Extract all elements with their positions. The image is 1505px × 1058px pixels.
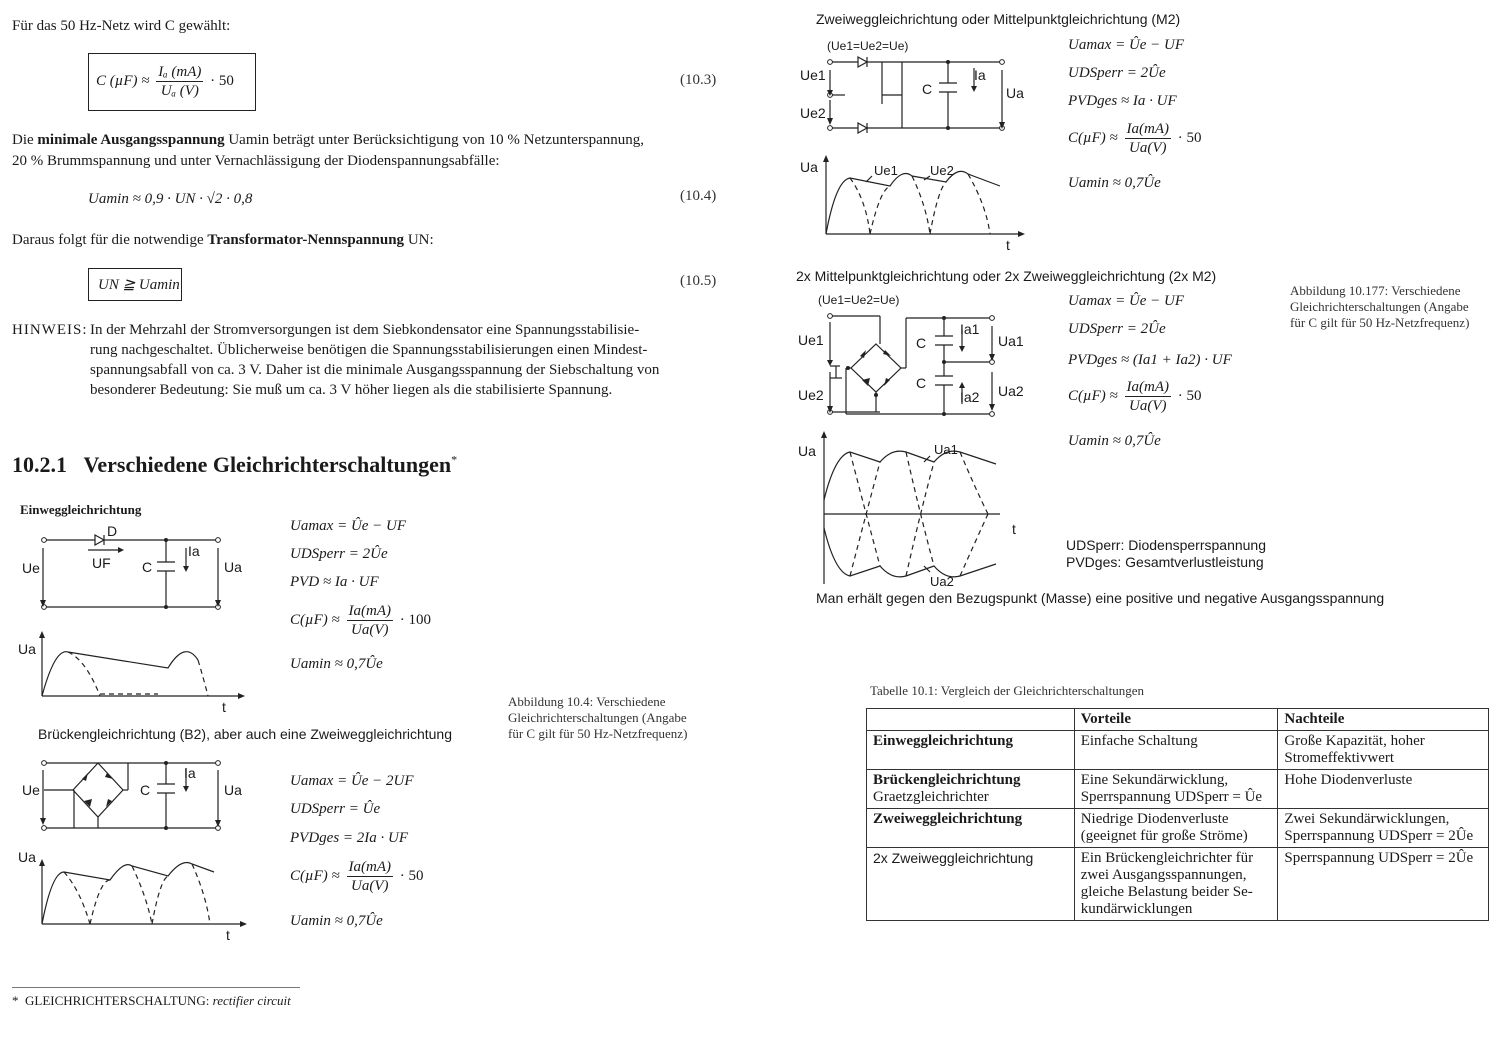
bruecke-axis-t: t xyxy=(226,927,230,943)
table-row xyxy=(867,731,1489,770)
hinweis-label: HINWEIS: xyxy=(12,322,88,338)
m2-wave-ue2: Ue2 xyxy=(930,163,954,178)
table-header-row xyxy=(867,709,1489,731)
intro-text: Für das 50 Hz-Netz wird C gewählt: xyxy=(12,18,231,34)
row-nachteil: Sperrspannung UDSperr = 2Ûe xyxy=(1284,828,1474,844)
m2x2-label-ue2: Ue2 xyxy=(798,387,824,403)
para-min-line1: Die minimale Ausgangsspannung Uamin beträgt unter Berücksichtigung von 10 % Netzunterspannung, xyxy=(12,132,645,148)
bruecke-label-ia: Ia xyxy=(184,765,196,781)
m2-wave-ue1: Ue1 xyxy=(874,163,898,178)
row-name: 2x Zweiweggleichrichtung xyxy=(873,850,1034,866)
row-nachteil: Stromeffektivwert xyxy=(1284,750,1395,766)
para-min-line2: 20 % Brummspannung und unter Vernachlässigung der Diodenspannungsabfälle: xyxy=(12,153,500,169)
bruecke-formula-c: C(µF) ≈ $\frac{Ia(mA)}{Ua(V)}$ · 50 xyxy=(290,859,424,894)
m2-formula-4: Uamin ≈ 0,7Ûe xyxy=(1068,175,1161,191)
table-header-empty xyxy=(867,709,1075,731)
equation-10-3-number: (10.3) xyxy=(680,72,717,88)
m2x2-formula-3: PVDges ≈ (Ia1 + Ia2) · UF xyxy=(1068,352,1232,368)
bruecke-label-ua: Ua xyxy=(224,782,242,798)
row-vorteil: zwei Ausgangsspannungen, xyxy=(1080,867,1247,883)
einweg-formula-2: UDSperr = 2Ûe xyxy=(290,546,388,562)
row-vorteil: kundärwicklungen xyxy=(1080,901,1193,917)
m2x2-label-ua2: Ua2 xyxy=(998,383,1024,399)
m2x2-label-c1: C xyxy=(916,335,927,351)
bruecke-title: Brückengleichrichtung (B2), aber auch eine Zweiweggleichrichtung xyxy=(38,726,453,742)
m2-axis-ua: Ua xyxy=(800,159,818,175)
m2x2-note: Man erhält gegen den Bezugspunkt (Masse) eine positive und negative Ausgangsspannung xyxy=(816,590,1385,606)
m2x2-label-ua1: Ua1 xyxy=(998,333,1024,349)
m2x2-axis-t: t xyxy=(1012,521,1016,537)
bruecke-formula-3: PVDges = 2Ia · UF xyxy=(290,830,409,846)
table-caption: Tabelle 10.1: Vergleich der Gleichrichterschaltungen xyxy=(870,683,1145,698)
equation-10-5-number: (10.5) xyxy=(680,273,717,289)
einweg-label-ua: Ua xyxy=(224,559,242,575)
row-vorteil: Ein Brückengleichrichter für xyxy=(1080,850,1254,866)
table-row xyxy=(867,770,1489,809)
m2x2-wave-ua2: Ua2 xyxy=(930,574,954,589)
table-header-nachteile: Nachteile xyxy=(1278,709,1489,731)
bruecke-label-c: C xyxy=(140,782,151,798)
row-name: Brückengleichrichtung xyxy=(873,772,1021,788)
m2-title: Zweiweggleichrichtung oder Mittelpunktgleichrichtung (M2) xyxy=(816,11,1181,27)
m2-label-ue1: Ue1 xyxy=(800,67,826,83)
m2-formula-1: Uamax = Ûe − UF xyxy=(1068,37,1185,53)
m2x2-label-ia2: Ia2 xyxy=(960,389,980,405)
m2x2-formula-1: Uamax = Ûe − UF xyxy=(1068,293,1185,309)
m2x2-formula-2: UDSperr = 2Ûe xyxy=(1068,321,1166,337)
row-nachteil: Große Kapazität, hoher xyxy=(1284,733,1425,749)
m2x2-axis-ua: Ua xyxy=(798,443,816,459)
m2x2-title: 2x Mittelpunktgleichrichtung oder 2x Zweiweggleichrichtung (2x M2) xyxy=(796,268,1217,284)
table-row xyxy=(867,848,1489,921)
m2-axis-t: t xyxy=(1006,237,1010,253)
m2x2-legend: UDSperr: Diodensperrspannung PVDges: Gesamtverlustleistung xyxy=(1066,537,1266,570)
bruecke-formula-1: Uamax = Ûe − 2UF xyxy=(290,773,414,789)
para-daraus: Daraus folgt für die notwendige Transformator-Nennspannung UN: xyxy=(12,232,434,248)
equation-10-4: Uamin ≈ 0,9 · UN · √2 · 0,8 xyxy=(88,191,253,207)
table-header-vorteile: Vorteile xyxy=(1074,709,1278,731)
m2x2-formula-c: C(µF) ≈ $\frac{Ia(mA)}{Ua(V)}$ · 50 xyxy=(1068,379,1202,414)
einweg-formula-3: PVD ≈ Ia · UF xyxy=(290,574,379,590)
row-vorteil: Niedrige Diodenverluste xyxy=(1080,811,1229,827)
einweg-label-ia: Ia xyxy=(188,543,200,559)
einweg-formula-1: Uamax = Ûe − UF xyxy=(290,518,407,534)
bruecke-axis-ua: Ua xyxy=(18,849,36,865)
m2-label-ia: Ia xyxy=(974,67,986,83)
row-nachteil: Zwei Sekundärwicklungen, xyxy=(1284,811,1450,827)
m2-formula-3: PVDges ≈ Ia · UF xyxy=(1068,93,1177,109)
comparison-table xyxy=(866,708,1489,921)
equation-10-3: C (µF) ≈ $\frac{\text{Iₐ (mA)}}{\text{Uₐ (V)}}$ · 50 xyxy=(96,64,234,99)
row-vorteil: gleiche Belastung beider Se- xyxy=(1080,884,1253,900)
m2-label-ua: Ua xyxy=(1006,85,1024,101)
equation-10-4-number: (10.4) xyxy=(680,188,717,204)
m2x2-cond: (Ue1=Ue2=Ue) xyxy=(818,293,900,307)
row-name: Einweggleichrichtung xyxy=(873,733,1014,749)
row-nachteil: Hohe Diodenverluste xyxy=(1284,772,1413,788)
m2x2-label-c2: C xyxy=(916,375,927,391)
einweg-label-d: D xyxy=(107,523,118,539)
einweg-title: Einweggleichrichtung xyxy=(20,502,142,517)
row-vorteil: (geeignet für große Ströme) xyxy=(1080,828,1248,844)
bruecke-formula-4: Uamin ≈ 0,7Ûe xyxy=(290,913,383,929)
row-vorteil: Eine Sekundärwicklung, xyxy=(1080,772,1229,788)
m2-formula-2: UDSperr = 2Ûe xyxy=(1068,65,1166,81)
einweg-label-uf: UF xyxy=(92,555,111,571)
einweg-axis-t: t xyxy=(222,699,226,715)
caption-10-4: Abbildung 10.4: Verschiedene Gleichrichterschaltungen (Angabe für C gilt für 50 Hz-Netzfrequenz) xyxy=(508,694,688,741)
row-name: Zweiweggleichrichtung xyxy=(873,811,1023,827)
einweg-label-ue: Ue xyxy=(22,560,40,576)
table-row xyxy=(867,809,1489,848)
einweg-formula-4: Uamin ≈ 0,7Ûe xyxy=(290,656,383,672)
m2-cond: (Ue1=Ue2=Ue) xyxy=(827,39,909,53)
equation-10-5: UN ≧ Uamin xyxy=(98,277,180,293)
row-vorteil: Sperrspannung UDSperr = Ûe xyxy=(1080,789,1263,805)
m2-label-ue2: Ue2 xyxy=(800,105,826,121)
einweg-axis-ua: Ua xyxy=(18,641,36,657)
row-sub: Graetzgleichrichter xyxy=(873,789,989,805)
m2x2-label-ia1: Ia1 xyxy=(960,321,980,337)
footnote: * GLEICHRICHTERSCHALTUNG: rectifier circuit xyxy=(12,993,291,1008)
einweg-formula-c: C(µF) ≈ $\frac{Ia(mA)}{Ua(V)}$ · 100 xyxy=(290,603,432,638)
bruecke-label-ue: Ue xyxy=(22,782,40,798)
m2x2-label-ue1: Ue1 xyxy=(798,332,824,348)
row-vorteil: Einfache Schaltung xyxy=(1080,733,1198,749)
m2x2-formula-4: Uamin ≈ 0,7Ûe xyxy=(1068,433,1161,449)
caption-10-177: Abbildung 10.177: Verschiedene Gleichrichterschaltungen (Angabe für C gilt für 50 Hz-Netzfrequenz) xyxy=(1290,283,1470,330)
section-heading: 10.2.1 Verschiedene Gleichrichterschaltungen* xyxy=(12,452,458,477)
m2x2-wave-ua1: Ua1 xyxy=(934,442,958,457)
bruecke-formula-2: UDSperr = Ûe xyxy=(290,801,381,817)
hinweis-text: In der Mehrzahl der Stromversorgungen ist dem Siebkondensator eine Spannungsstabilisie- rung nachgeschaltet. Üblicherweise benötigen die Spannungsstabilisierungen einen Mindest- spannungsabfall von ca. 3 V. Daher ist die minimale Ausgangsspannung der Siebschaltung von besonderer Bedeutung: Sie muß um ca. 3 V höher liegen als die stabilisierte Spannung. xyxy=(90,322,660,398)
row-nachteil: Sperrspannung UDSperr = 2Ûe xyxy=(1284,850,1474,866)
m2-label-c: C xyxy=(922,81,933,97)
m2-formula-c: C(µF) ≈ $\frac{Ia(mA)}{Ua(V)}$ · 50 xyxy=(1068,121,1202,156)
einweg-label-c: C xyxy=(142,559,153,575)
